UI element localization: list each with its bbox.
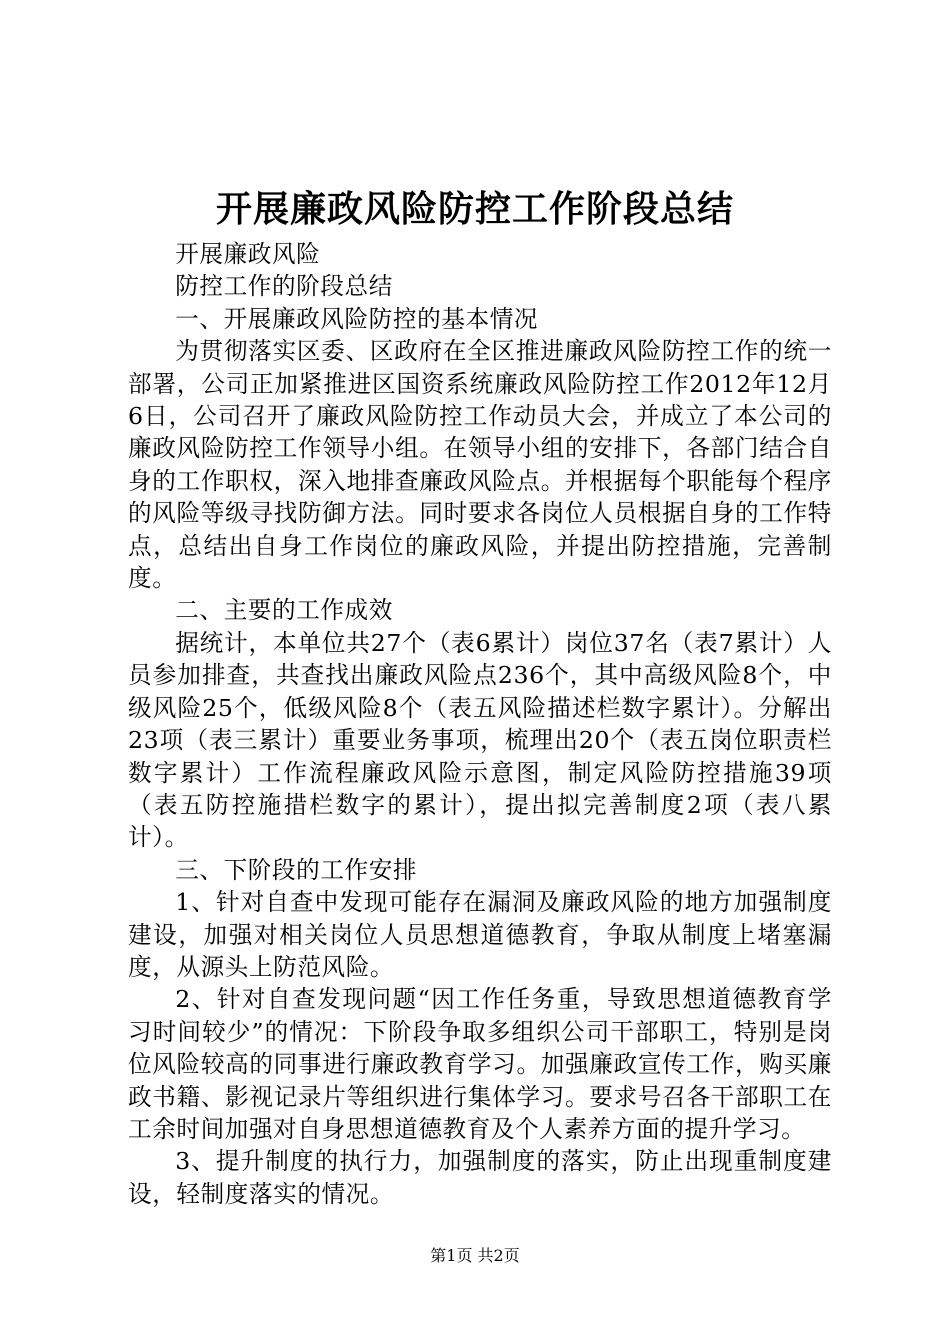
intro-line-2: 防控工作的阶段总结: [175, 272, 393, 301]
plan-item-3: 3、提升制度的执行力，加强制度的落实，防止出现重制度建设，轻制度落实的情况。: [128, 1147, 832, 1208]
document-title: 开展廉政风险防控工作阶段总结: [215, 188, 734, 230]
section-1-paragraph: 为贯彻落实区委、区政府在全区推进廉政风险防控工作的统一部署，公司正加紧推进区国资系统廉政风险防控工作2012年12月6日，公司召开了廉政风险防控工作动员大会，并成立了本公司的廉政风险防控工作领导小组。在领导小组的安排下，各部门结合自身的工作职权，深入地排查廉政风险点。并根据每个职能每个程序的风险等级寻找防御方法。同时要求各岗位人员根据自身的工作特点，总结出自身工作岗位的廉政风险，并提出防控措施，完善制度。: [128, 337, 832, 593]
document-body: [128, 238, 832, 1210]
section-heading-2: 二、主要的工作成效: [175, 596, 393, 625]
page-number-footer: 第1页 共2页: [430, 1246, 520, 1265]
section-heading-3: 三、下阶段的工作安排: [175, 855, 418, 884]
section-heading-1: 一、开展廉政风险防控的基本情况: [175, 304, 539, 333]
plan-item-2: 2、针对自查发现问题“因工作任务重，导致思想道德教育学习时间较少”的情况：下阶段争取多组织公司干部职工，特别是岗位风险较高的同事进行廉政教育学习。加强廉政宣传工作，购买廉政书籍、影视记录片等组织进行集体学习。要求号召各干部职工在工余时间加强对自身思想道德教育及个人素养方面的提升学习。: [128, 985, 832, 1143]
section-2-paragraph: 据统计，本单位共27个（表6累计）岗位37名（表7累计）人员参加排查，共查找出廉政风险点236个，其中高级风险8个，中级风险25个，低级风险8个（表五风险描述栏数字累计）。分解出23项（表三累计）重要业务事项，梳理出20个（表五岗位职责栏数字累计）工作流程廉政风险示意图，制定风险防控措施39项（表五防控施措栏数字的累计），提出拟完善制度2项（表八累计）。: [128, 628, 832, 852]
intro-line-1: 开展廉政风险: [175, 240, 321, 268]
plan-item-1: 1、针对自查中发现可能存在漏洞及廉政风险的地方加强制度建设，加强对相关岗位人员思想道德教育，争取从制度上堵塞漏度，从源头上防范风险。: [128, 888, 832, 981]
